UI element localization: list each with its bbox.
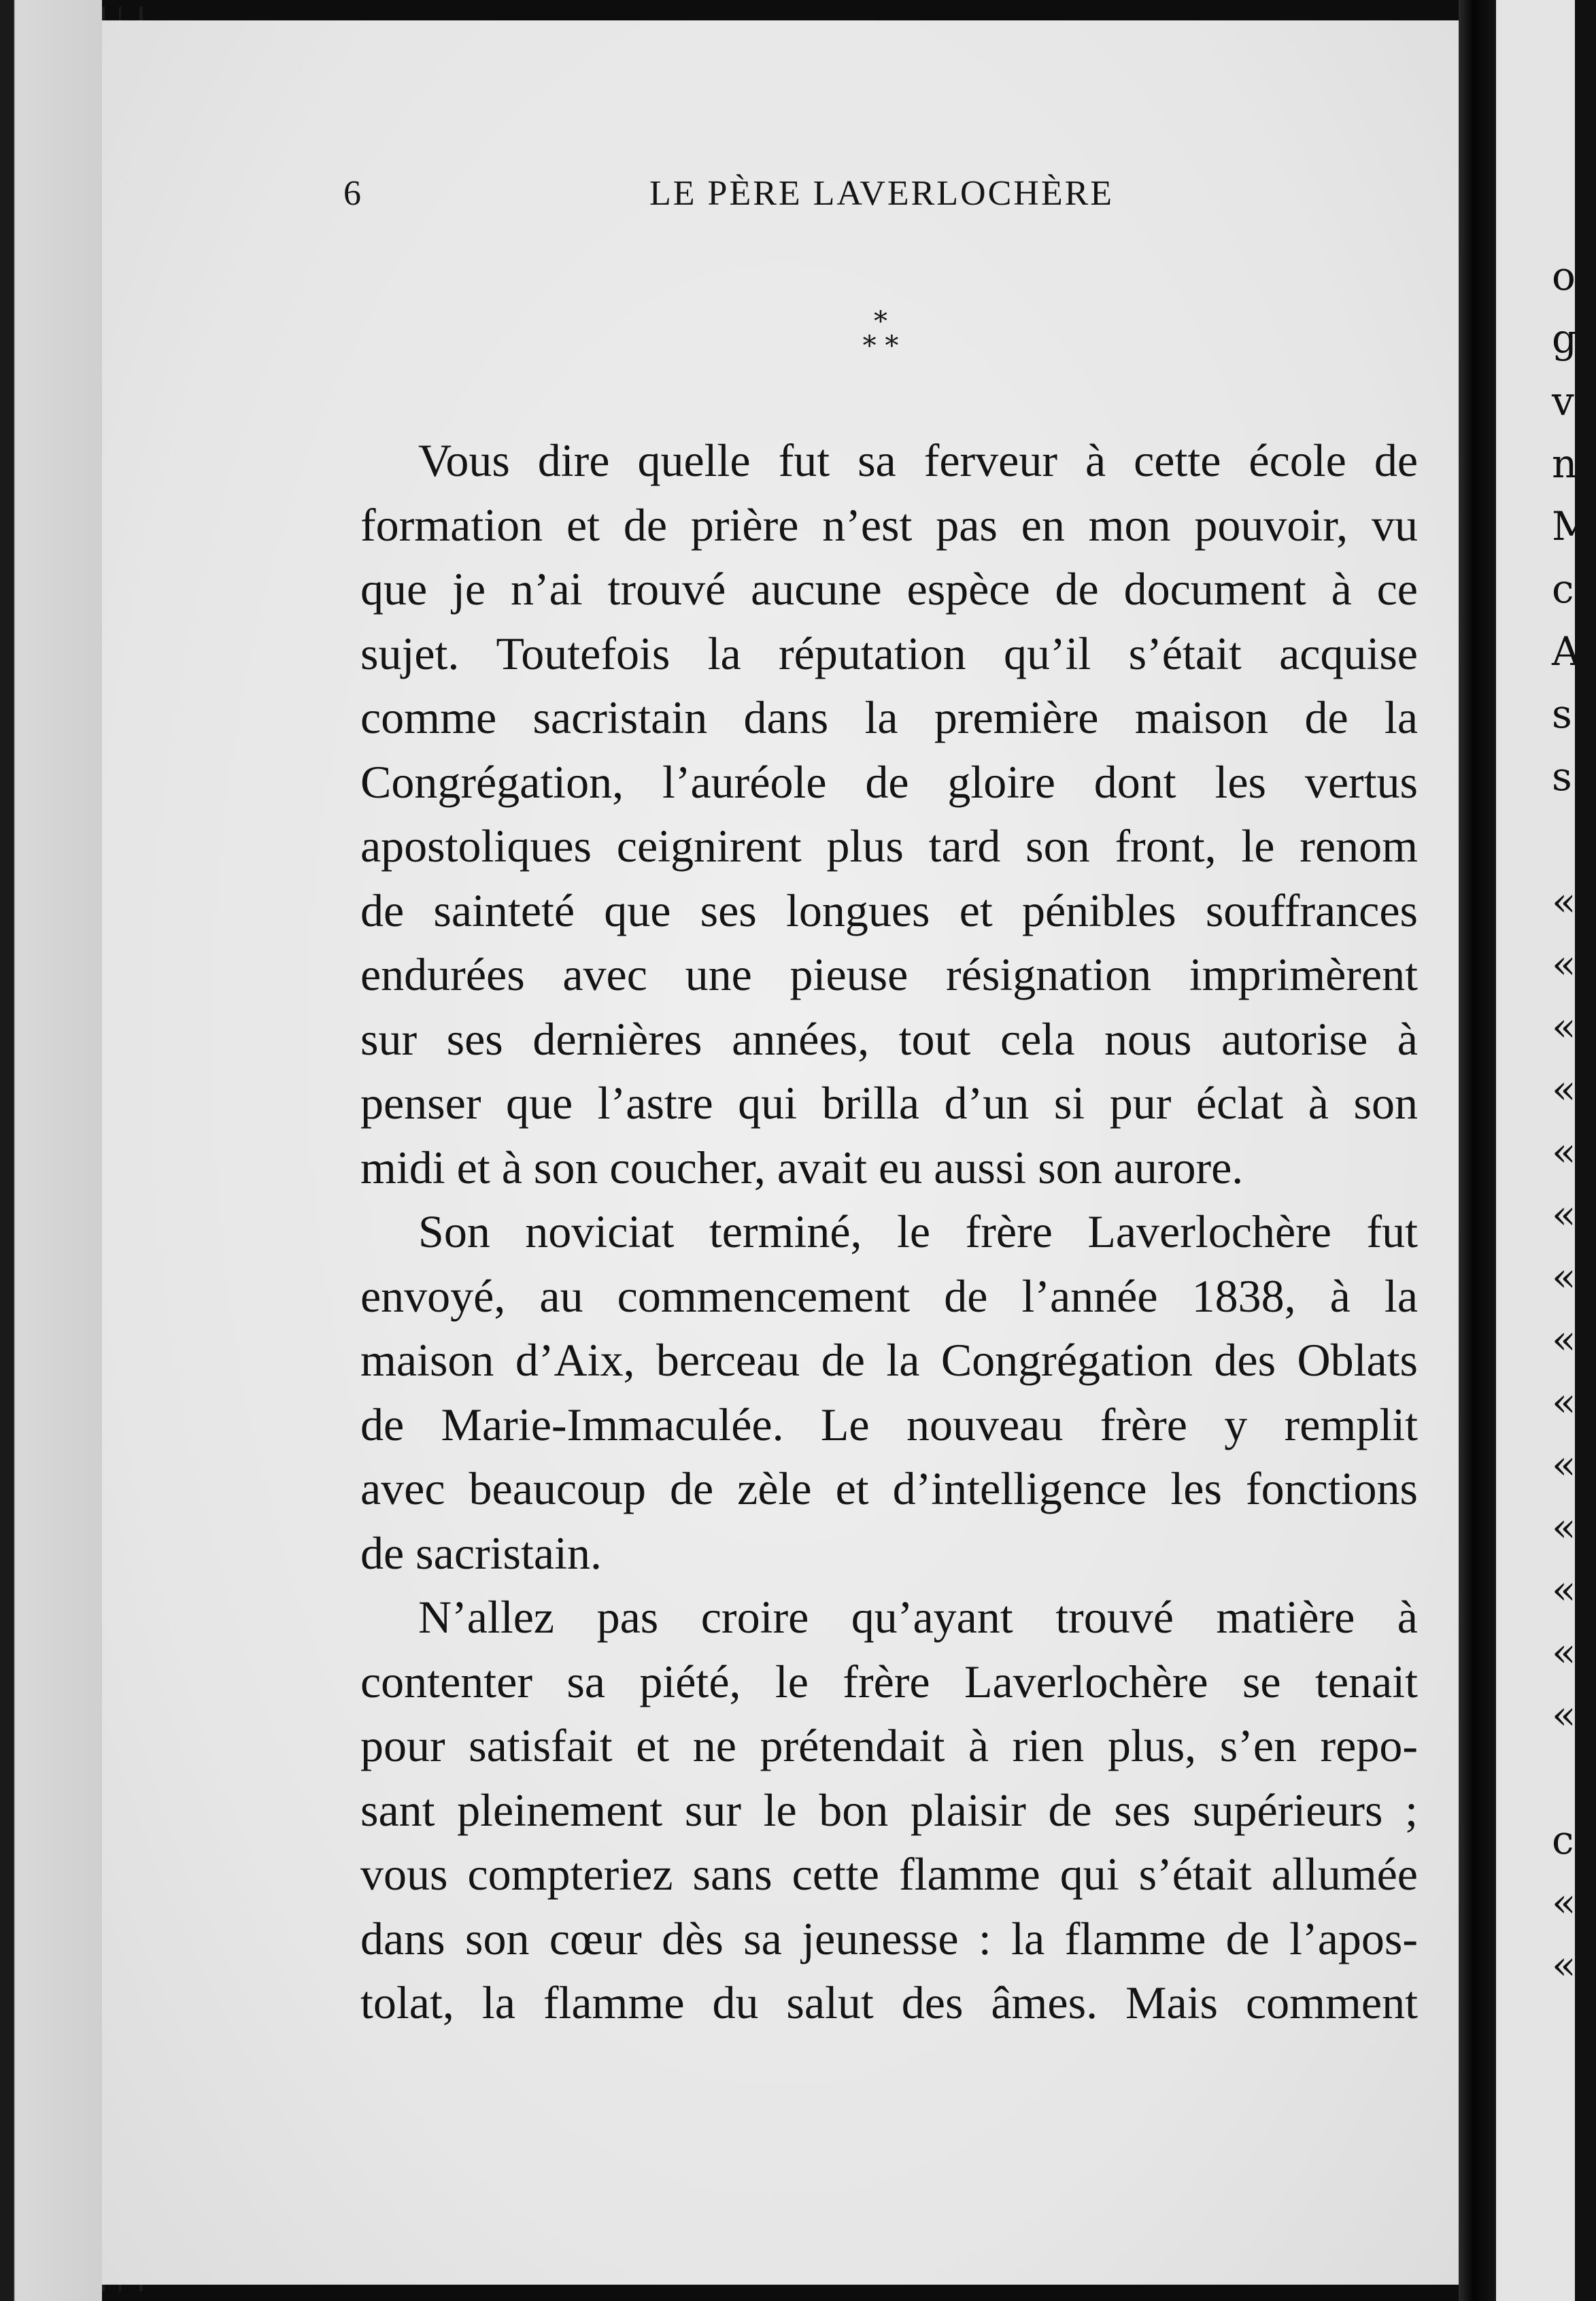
text-line: pour satisfait et ne prétendait à rien plus, s’en repo- — [360, 1720, 1418, 1771]
fragment — [1552, 808, 1579, 870]
text-line: dans son cœur dès sa jeunesse : la flamme de l’apos- — [360, 1912, 1418, 1964]
fragment: g — [1552, 316, 1578, 362]
text-line: tolat, la flamme du salut des âmes. Mais comment — [360, 1977, 1418, 2028]
fragment: « — [1552, 1567, 1576, 1613]
fragment: n — [1552, 441, 1578, 487]
text-line: comme sacristain dans la première maison de la — [360, 692, 1418, 743]
fragment: « — [1552, 1442, 1576, 1488]
fragment: s — [1552, 691, 1572, 737]
fragment: A — [1552, 628, 1580, 675]
fragment: « — [1552, 1942, 1576, 1988]
text-line: avec beaucoup de zèle et d’intelligence les fonctions — [360, 1463, 1418, 1514]
text-line: sujet. Toutefois la réputation qu’il s’était acquise — [360, 627, 1418, 679]
asterism-separator — [847, 306, 915, 362]
text-line: de Marie-Immaculée. Le nouveau frère y remplit — [360, 1398, 1418, 1450]
page-number: 6 — [343, 174, 361, 213]
fragment: o — [1552, 253, 1576, 299]
fragment: « — [1552, 1504, 1576, 1550]
text-line: que je n’ai trouvé aucune espèce de document à ce — [360, 563, 1418, 615]
facing-page-fragments — [1552, 245, 1596, 1996]
fragment: « — [1552, 1004, 1576, 1050]
fragment: « — [1552, 879, 1576, 925]
fragment: v — [1552, 378, 1574, 424]
text-line: maison d’Aix, berceau de la Congrégation des Oblats — [360, 1334, 1418, 1386]
text-line: penser que l’astre qui brilla d’un si pur éclat à son — [360, 1077, 1418, 1129]
text-line: sant pleinement sur le bon plaisir de ses supérieurs ; — [360, 1784, 1418, 1836]
fragment: « — [1552, 1629, 1576, 1675]
fragment: s — [1552, 753, 1572, 800]
text-line: de sainteté que ses longues et pénibles souffrances — [360, 884, 1418, 936]
text-line: Vous dire quelle fut sa ferveur à cette école de — [418, 434, 1418, 486]
asterism-top: * — [874, 306, 887, 337]
book-gutter — [1459, 0, 1496, 2301]
fragment: « — [1552, 1379, 1576, 1425]
fragment: « — [1552, 1191, 1576, 1238]
fragment: cc — [1552, 1817, 1596, 1863]
text-line: apostoliques ceignirent plus tard son front, le renom — [360, 820, 1418, 872]
text-line: de sacristain. — [360, 1527, 602, 1579]
fragment: « — [1552, 1066, 1576, 1112]
binding-margin — [0, 0, 102, 2301]
text-line: formation et de prière n’est pas en mon pouvoir, vu — [360, 498, 1418, 551]
text-line: contenter sa piété, le frère Laverlochère se tenait — [360, 1655, 1418, 1707]
text-line: sur ses dernières années, tout cela nous autorise à — [360, 1012, 1418, 1065]
fragment: « — [1552, 1692, 1576, 1738]
running-title: LE PÈRE LAVERLOCHÈRE — [649, 174, 1115, 213]
text-line: endurées avec une pieuse résignation imprimèrent — [360, 949, 1418, 1000]
fragment: M — [1552, 503, 1593, 549]
asterism-bottom: * * — [862, 330, 899, 362]
fragment: « — [1552, 1879, 1576, 1926]
text-line: midi et à son coucher, avait eu aussi son aurore. — [360, 1141, 1244, 1193]
fragment: « — [1552, 1316, 1576, 1363]
text-line: Congrégation, l’auréole de gloire dont les vertus — [360, 755, 1418, 808]
fragment: « — [1552, 1129, 1576, 1175]
fragment: c — [1552, 566, 1574, 612]
fragment — [1552, 1746, 1579, 1809]
fragment: « — [1552, 1254, 1576, 1300]
text-line: vous compteriez sans cette flamme qui s’était allumée — [360, 1848, 1418, 1900]
fragment: « — [1552, 941, 1576, 987]
text-line: envoyé, au commencement de l’année 1838, à la — [360, 1269, 1418, 1322]
text-line: Son noviciat terminé, le frère Laverlochère fut — [418, 1206, 1418, 1257]
body-text — [360, 428, 1418, 2035]
text-line: N’allez pas croire qu’ayant trouvé matière à — [418, 1591, 1418, 1643]
